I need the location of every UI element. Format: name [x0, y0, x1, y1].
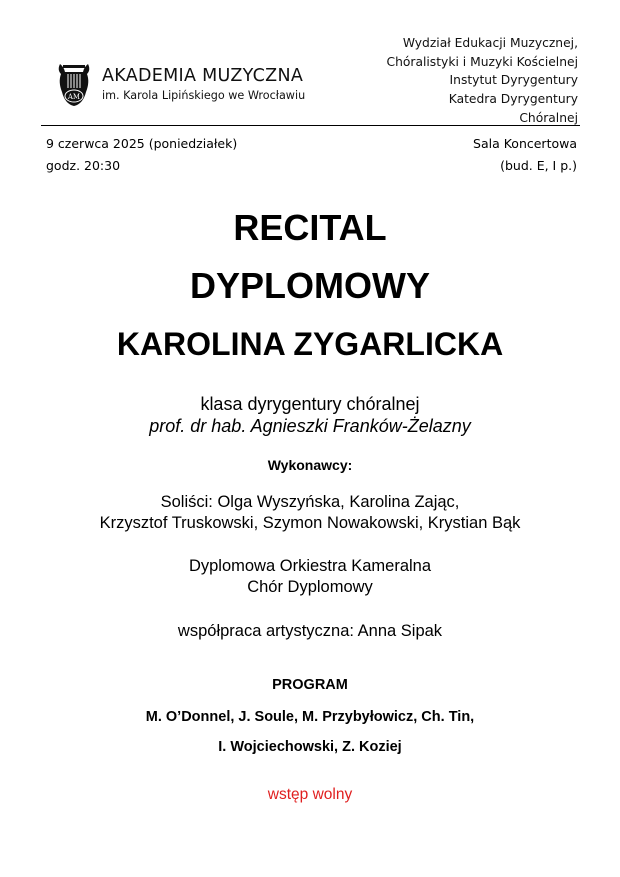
department-line: Katedra Dyrygentury — [448, 92, 578, 107]
academy-subtitle: im. Karola Lipińskiego we Wrocławiu — [102, 88, 306, 102]
venue-block — [473, 133, 577, 177]
soloists-line-1: Soliści: Olga Wyszyńska, Karolina Zając, — [160, 493, 460, 511]
performers-label: Wykonawcy: — [267, 457, 353, 473]
date-time-block — [46, 133, 237, 177]
orchestra: Dyplomowa Orkiestra Kameralna — [188, 557, 432, 575]
performer-name: KAROLINA ZYGARLICKA — [116, 326, 504, 362]
composers-line-2: I. Wojciechowski, Z. Koziej — [218, 739, 402, 755]
department-line: Chóralnej — [519, 110, 578, 125]
class-info: klasa dyrygentury chóralnej — [200, 394, 420, 414]
venue-detail: (bud. E, I p.) — [500, 158, 577, 173]
event-time: godz. 20:30 — [46, 158, 121, 173]
department-block — [386, 34, 578, 128]
department-line: Chóralistyki i Muzyki Kościelnej — [386, 54, 578, 69]
department-line: Instytut Dyrygentury — [449, 73, 578, 88]
academy-logo — [56, 60, 305, 108]
artistic-collaboration: współpraca artystyczna: Anna Sipak — [177, 622, 443, 640]
academy-name: AKADEMIA MUZYCZNA — [102, 65, 304, 86]
svg-text:AM: AM — [67, 93, 81, 101]
program-label: PROGRAM — [272, 677, 348, 693]
admission-note: wstęp wolny — [267, 786, 353, 803]
lyre-icon — [56, 60, 92, 108]
composers-line-1: M. O’Donnel, J. Soule, M. Przybyłowicz, Ch. Tin, — [145, 709, 475, 725]
event-date: 9 czerwca 2025 (poniedziałek) — [46, 136, 238, 151]
header-divider — [41, 125, 580, 126]
title-recital: RECITAL — [233, 207, 387, 248]
title-dyplomowy: DYPLOMOWY — [190, 265, 430, 306]
soloists-line-2: Krzysztof Truskowski, Szymon Nowakowski, Krystian Bąk — [99, 514, 521, 532]
choir: Chór Dyplomowy — [247, 578, 373, 596]
department-line: Wydział Edukacji Muzycznej, — [402, 36, 578, 50]
professor-name: prof. dr hab. Agnieszki Franków-Żelazny — [149, 416, 471, 436]
venue-name: Sala Koncertowa — [473, 136, 577, 151]
